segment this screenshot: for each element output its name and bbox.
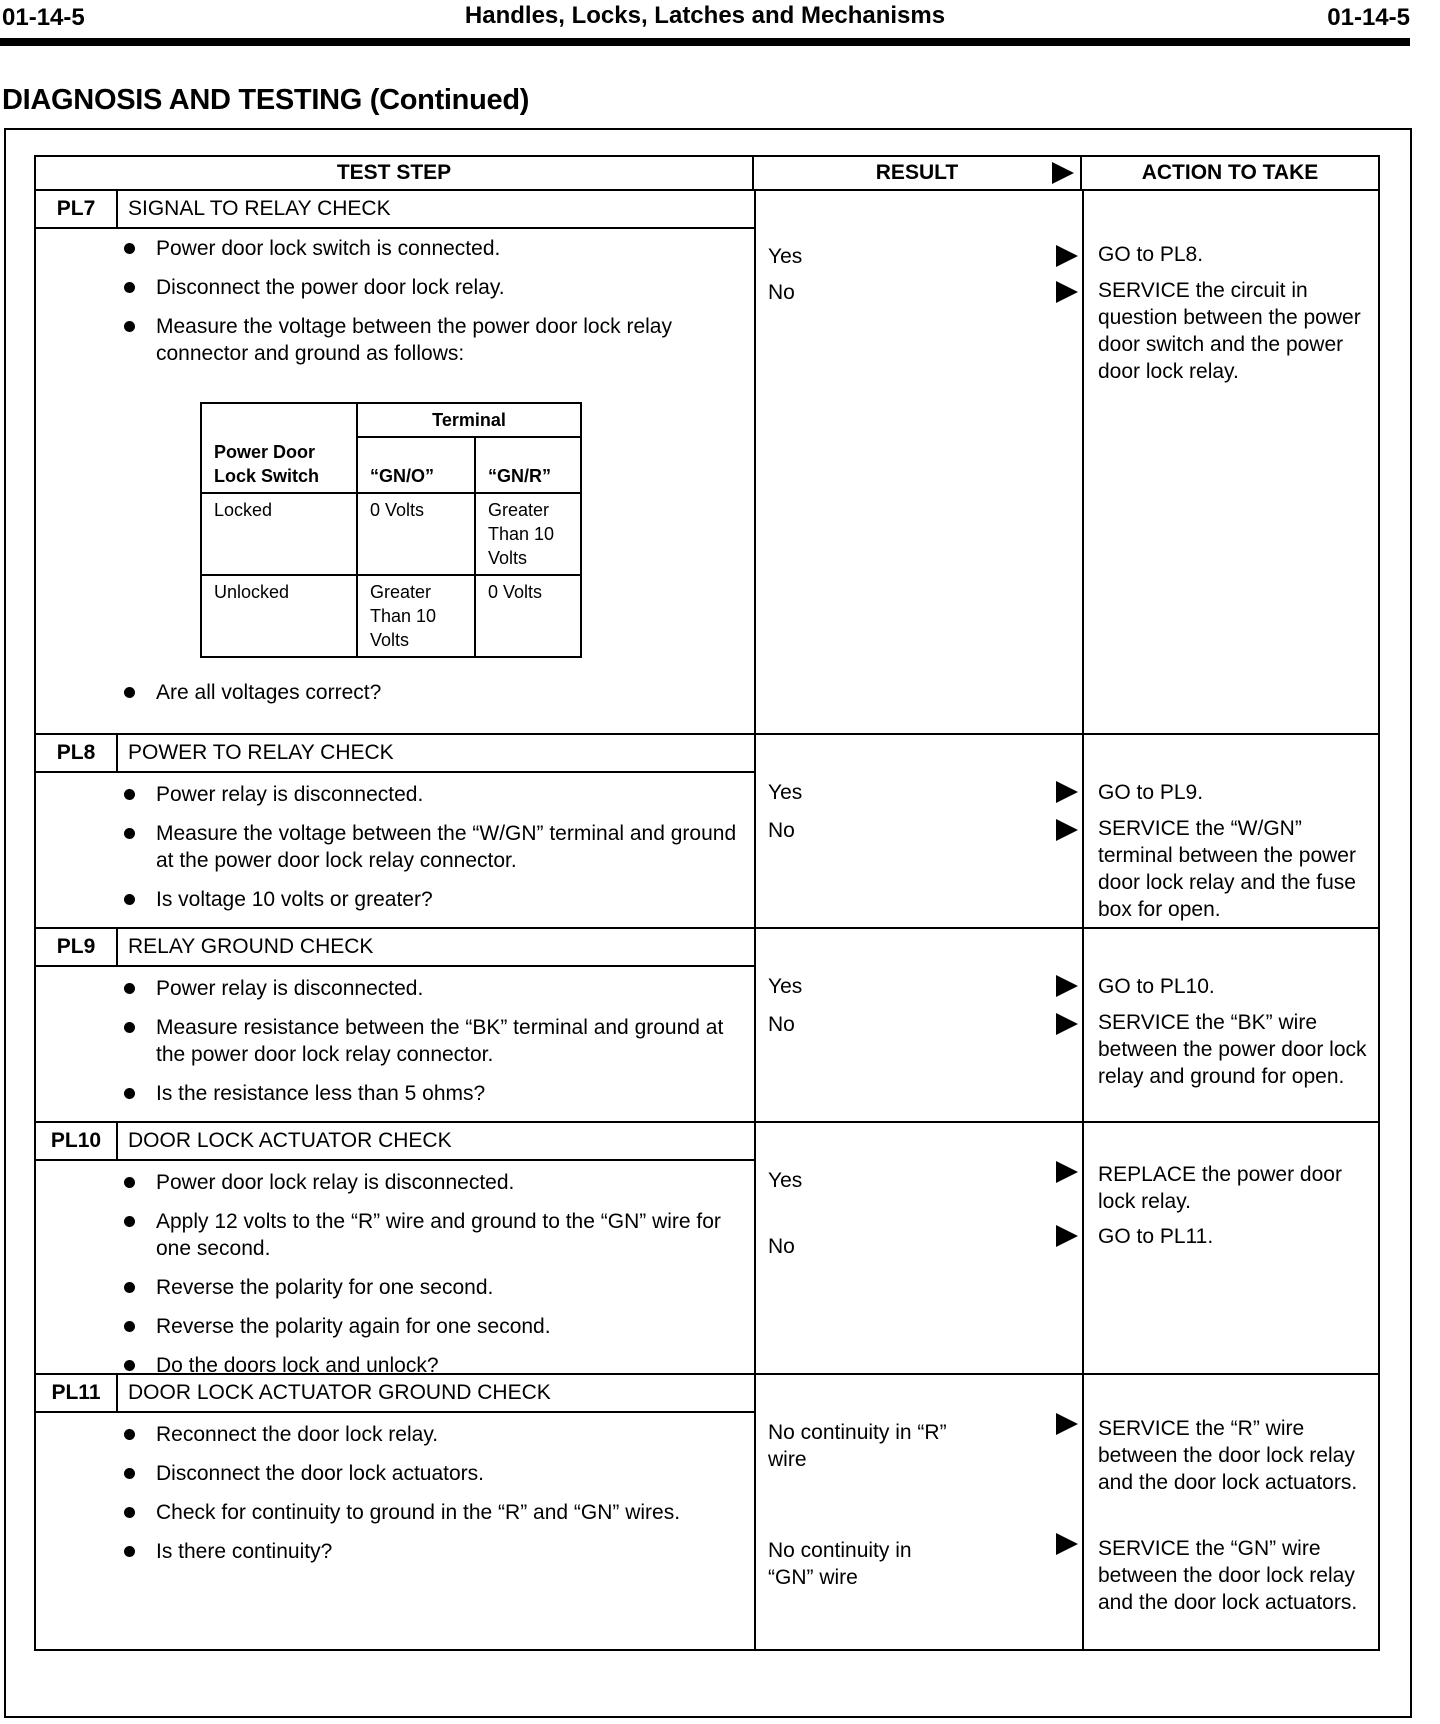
arrow-icon	[1056, 1161, 1078, 1183]
result-yes: Yes	[768, 975, 803, 998]
section-title: DIAGNOSIS AND TESTING (Continued)	[2, 84, 530, 116]
result-no: No	[768, 1235, 795, 1258]
action-text: SERVICE the “GN” wire between the door lock relay and the door lock actuators.	[1098, 1537, 1358, 1614]
list-item: Disconnect the door lock actuators.	[124, 1460, 744, 1487]
page-header	[0, 0, 1410, 40]
action-text: SERVICE the “W/GN” terminal between the power door lock relay and the fuse box for open.	[1098, 817, 1356, 921]
action-text: GO to PL9.	[1098, 781, 1204, 804]
step-id: PL10	[36, 1123, 118, 1159]
step-title: SIGNAL TO RELAY CHECK	[128, 197, 391, 220]
action-text: GO to PL8.	[1098, 243, 1204, 266]
list-item: Measure the voltage between the power door lock relay connector and ground as follows:	[124, 313, 744, 367]
result-yes: Yes	[768, 1169, 803, 1192]
step-instructions	[124, 975, 744, 1119]
test-step-pl9	[34, 927, 1380, 1123]
list-item: Apply 12 volts to the “R” wire and ground to the “GN” wire for one second.	[124, 1208, 744, 1262]
arrow-icon	[1056, 1533, 1078, 1555]
table-col-header: “GN/O”	[357, 437, 475, 493]
column-header-test-step: TEST STEP	[34, 155, 754, 191]
step-instructions	[124, 781, 744, 925]
table-cell: Greater Than 10 Volts	[475, 493, 581, 575]
step-question	[124, 679, 744, 718]
result-yes: Yes	[768, 781, 803, 804]
voltage-table	[200, 402, 582, 658]
list-item: Power relay is disconnected.	[124, 975, 744, 1002]
test-step-pl10	[34, 1121, 1380, 1375]
header-rule	[0, 38, 1410, 46]
action-text: SERVICE the “R” wire between the door lock relay and the door lock actuators.	[1098, 1417, 1358, 1494]
arrow-icon	[1056, 1413, 1078, 1435]
result-no-gn: No continuity in “GN” wire	[768, 1539, 912, 1589]
table-row-header: Power Door Lock Switch	[201, 403, 357, 493]
page-number-right: 01-14-5	[1327, 4, 1410, 31]
action-text: REPLACE the power door lock relay.	[1098, 1163, 1342, 1213]
action-text: SERVICE the “BK” wire between the power door lock relay and ground for open.	[1098, 1011, 1367, 1088]
page-number-left: 01-14-5	[2, 4, 85, 31]
arrow-icon	[1056, 1225, 1078, 1247]
list-item: Is there continuity?	[124, 1538, 744, 1565]
table-cell: 0 Volts	[475, 575, 581, 657]
list-item: Do the doors lock and unlock?	[124, 1352, 744, 1379]
table-cell: Unlocked	[201, 575, 357, 657]
table-cell: Locked	[201, 493, 357, 575]
column-header-action: ACTION TO TAKE	[1080, 155, 1380, 191]
step-id: PL11	[36, 1375, 118, 1411]
step-id: PL7	[36, 191, 118, 227]
result-no-r: No continuity in “R” wire	[768, 1421, 947, 1471]
arrow-icon	[1056, 975, 1078, 997]
result-arrow-icon	[1052, 162, 1074, 184]
action-text: GO to PL10.	[1098, 975, 1215, 998]
arrow-icon	[1056, 245, 1078, 267]
list-item: Power relay is disconnected.	[124, 781, 744, 808]
list-item: Are all voltages correct?	[124, 679, 744, 706]
list-item: Is the resistance less than 5 ohms?	[124, 1080, 744, 1107]
step-title: POWER TO RELAY CHECK	[128, 741, 394, 764]
result-no: No	[768, 1013, 795, 1036]
list-item: Disconnect the power door lock relay.	[124, 274, 744, 301]
list-item: Reconnect the door lock relay.	[124, 1421, 744, 1448]
step-title: RELAY GROUND CHECK	[128, 935, 374, 958]
step-instructions	[124, 1421, 744, 1577]
test-step-pl11	[34, 1373, 1380, 1651]
table-cell: 0 Volts	[357, 493, 475, 575]
arrow-icon	[1056, 781, 1078, 803]
list-item: Is voltage 10 volts or greater?	[124, 886, 744, 913]
table-group-header: Terminal	[357, 403, 581, 437]
table-col-header: “GN/R”	[475, 437, 581, 493]
list-item: Check for continuity to ground in the “R” and “GN” wires.	[124, 1499, 744, 1526]
test-step-pl7	[34, 189, 1380, 735]
page-title: Handles, Locks, Latches and Mechanisms	[464, 2, 946, 29]
list-item: Reverse the polarity for one second.	[124, 1274, 744, 1301]
step-id: PL8	[36, 735, 118, 771]
result-no: No	[768, 281, 795, 304]
result-yes: Yes	[768, 245, 803, 268]
list-item: Power door lock switch is connected.	[124, 235, 744, 262]
test-step-pl8	[34, 733, 1380, 929]
step-instructions	[124, 235, 744, 379]
list-item: Measure resistance between the “BK” terminal and ground at the power door lock relay connector.	[124, 1014, 744, 1068]
column-header-result: RESULT	[752, 155, 1082, 191]
step-id: PL9	[36, 929, 118, 965]
arrow-icon	[1056, 819, 1078, 841]
result-no: No	[768, 819, 795, 842]
list-item: Measure the voltage between the “W/GN” terminal and ground at the power door lock relay connector.	[124, 820, 744, 874]
action-text: GO to PL11.	[1098, 1225, 1214, 1248]
step-instructions	[124, 1169, 744, 1391]
arrow-icon	[1056, 281, 1078, 303]
table-cell: Greater Than 10 Volts	[357, 575, 475, 657]
list-item: Power door lock relay is disconnected.	[124, 1169, 744, 1196]
step-title: DOOR LOCK ACTUATOR CHECK	[128, 1129, 452, 1152]
step-title: DOOR LOCK ACTUATOR GROUND CHECK	[128, 1381, 551, 1404]
list-item: Reverse the polarity again for one second.	[124, 1313, 744, 1340]
arrow-icon	[1056, 1013, 1078, 1035]
action-text: SERVICE the circuit in question between the power door switch and the power door lock relay.	[1098, 279, 1361, 383]
